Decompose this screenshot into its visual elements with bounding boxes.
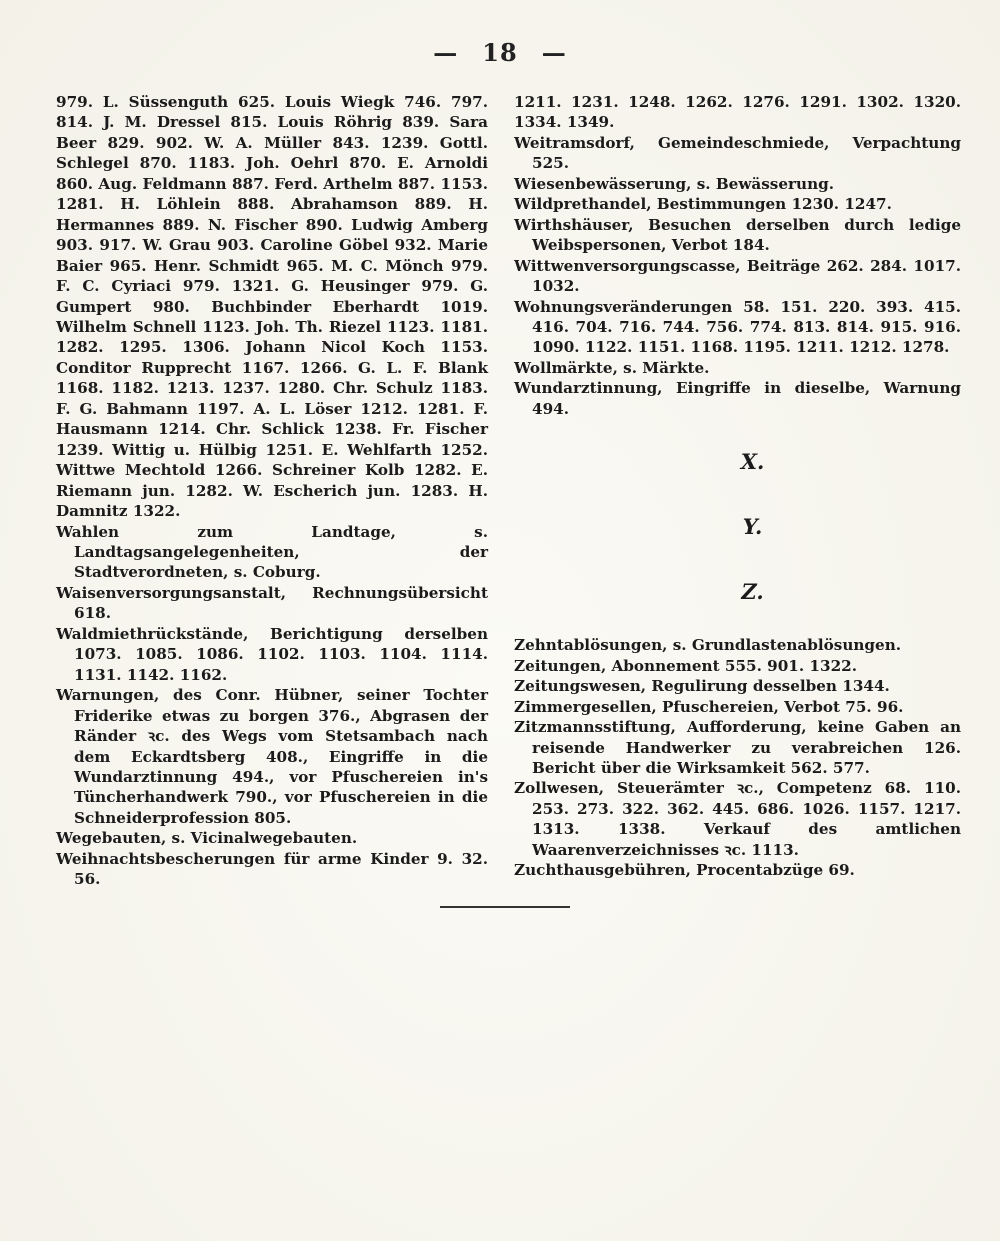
index-entry: Wollmärkte, s. Märkte. [514,358,710,377]
index-entry: Waisenversorgungsanstalt, Rechnungsübersicht 618. [56,583,488,623]
section-letter: X. [740,449,765,475]
index-entry: Weihnachtsbescherungen für arme Kinder 9. 32. 56. [56,849,488,889]
index-entry: Wahlen zum Landtage, s. Landtagsangelegenheiten, der Stadtverordneten, s. Coburg. [56,522,488,582]
index-entry: Zimmergesellen, Pfuschereien, Verbot 75. 96. [514,697,904,716]
index-entry: Zuchthausgebühren, Procentabzüge 69. [514,861,855,880]
index-entry: Weitramsdorf, Gemeindeschmiede, Verpachtung 525. [514,133,961,173]
header-dash-right: — [541,38,567,67]
page-number: 18 [482,38,518,67]
index-entry: Wiesenbewässerung, s. Bewässerung. [514,174,835,193]
index-entry: 1211. 1231. 1248. 1262. 1276. 1291. 1302. 1320. 1334. 1349. [514,93,961,132]
index-entry: Wildprethandel, Bestimmungen 1230. 1247. [514,195,892,214]
index-column-right [514,92,961,881]
section-letter: Z. [741,579,764,605]
index-entry: Warnungen, des Conr. Hübner, seiner Tochter Friderike etwas zu borgen 376., Abgrasen der Ränder ꝛc. des Wegs vom Stetsambach nach dem Eckardtsberg 408., Eingriffe in die Wundarztinnung 494., vor Pfuschereien in's Tüncherhandwerk 790., vor Pfuschereien in die Schneiderprofession 805. [56,686,488,827]
index-entry: Waldmiethrückstände, Berichtigung derselben 1073. 1085. 1086. 1102. 1103. 1104. 1114. 1131. 1142. 1162. [56,624,488,684]
index-column-left [56,92,488,890]
index-entry: Wittwenversorgungscasse, Beiträge 262. 284. 1017. 1032. [514,256,961,296]
section-letter: Y. [742,514,763,540]
index-entry: Wohnungsveränderungen 58. 151. 220. 393. 415. 416. 704. 716. 744. 756. 774. 813. 814. 915. 916. 1090. 1122. 1151. 1168. 1195. 1211. 1212. 1278. [514,297,961,357]
index-entry: Zeitungen, Abonnement 555. 901. 1322. [514,656,857,675]
header-dash-left: — [433,38,459,67]
index-entry: 979. L. Süssenguth 625. Louis Wiegk 746. 797. 814. J. M. Dressel 815. Louis Röhrig 839. Sara Beer 829. 902. W. A. Müller 843. 1239. Gottl. Schlegel 870. 1183. Joh. Oehrl 870. E. Arnoldi 860. Aug. Feldmann 887. Ferd. Arthelm 887. 1153. 1281. H. Löhlein 888. Abrahamson 889. H. Hermannes 889. N. Fischer 890. Ludwig Amberg 903. 917. W. Grau 903. Caroline Göbel 932. Marie Baier 965. Henr. Schmidt 965. M. C. Mönch 979. F. C. Cyriaci 979. 1321. G. Heusinger 979. G. Gumpert 980. Buchbinder Eberhardt 1019. Wilhelm Schnell 1123. Joh. Th. Riezel 1123. 1181. 1282. 1295. 1306. Johann Nicol Koch 1153. Conditor Rupprecht 1167. 1266. G. L. F. Blank 1168. 1182. 1213. 1237. 1280. Chr. Schulz 1183. F. G. Bahmann 1197. A. L. Löser 1212. 1281. F. Hausmann 1214. Chr. Schlick 1238. Fr. Fischer 1239. Wittig u. Hülbig 1251. E. Wehlfarth 1252. Wittwe Mechtold 1266. Schreiner Kolb 1282. E. Riemann jun. 1282. W. Escherich jun. 1283. H. Damnitz 1322. [56,93,488,521]
index-entry: Zeitungswesen, Regulirung desselben 1344. [514,677,890,696]
page-number-header [0,38,1000,67]
index-entry: Wirthshäuser, Besuchen derselben durch ledige Weibspersonen, Verbot 184. [514,215,961,255]
end-rule [440,906,570,908]
index-entry: Zehntablösungen, s. Grundlastenablösungen. [514,636,902,655]
index-entry: Wegebauten, s. Vicinalwegebauten. [56,829,358,848]
index-entry: Wundarztinnung, Eingriffe in dieselbe, Warnung 494. [514,379,961,418]
index-entry: Zollwesen, Steuerämter ꝛc., Competenz 68. 110. 253. 273. 322. 362. 445. 686. 1026. 1157. 1217. 1313. 1338. Verkauf des amtlichen Waarenverzeichnisses ꝛc. 1113. [514,779,961,859]
index-entry: Zitzmannsstiftung, Aufforderung, keine Gaben an reisende Handwerker zu verabreichen 126. Bericht über die Wirksamkeit 562. 577. [514,718,961,777]
